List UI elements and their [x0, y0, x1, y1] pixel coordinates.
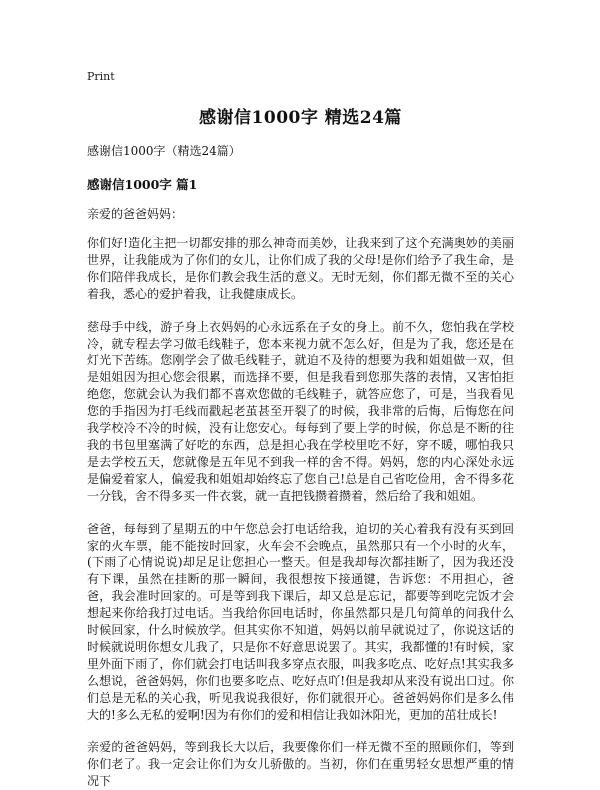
page-title: 感谢信1000字 精选24篇 — [199, 108, 402, 128]
paragraph-2: 慈母手中线，游子身上衣妈妈的心永远系在子女的身上。前不久，您怕我在学校冷，就专程去学习做毛线鞋子，您本来视力就不怎么好，但是为了我，您还是在灯光下苦练。您刚学会了做毛线鞋子，就迫不及待的想要为我和姐姐做一双，但是姐姐因为担心您会很累，而选择不要，但是我看到您那失落的表情，又害怕拒绝您，您就会认为我们都不喜欢您做的毛线鞋子，就答应您了，可是，当我看见您的手指因为打毛线而戳起老茧甚至开裂了的时候，我非常的后悔，后悔您在问我学校冷不冷的时候，没有让您安心。每每到了要上学的时候，你总是不断的往我的书包里塞满了好吃的东西，总是担心我在学校里吃不好，穿不暖，哪怕我只是去学校五天，您就像是五年见不到我一样的舍不得。妈妈，您的内心深处永远是偏爱着家人，偏爱我和姐姐却始终忘了您自己!总是自己省吃俭用，舍不得多花一分钱，舍不得多买一件衣裳，就一直把钱攒着攒着，然后给了我和姐姐。 — [87, 319, 514, 503]
paragraph-3: 爸爸，每每到了星期五的中午您总会打电话给我，迫切的关心着我有没有买到回家的火车票，能不能按时回家，火车会不会晚点，虽然那只有一个小时的火车，(下雨了心情说说)却足足让您担心一整天。但是我却每次都挂断了，因为我还没有下课，虽然在挂断的那一瞬间，我很想按下接通键，告诉您：不用担心，爸爸，我会准时回家的。可是等到我下课后，却又总是忘记，都要等到吃完饭才会想起来你给我打过电话。当我给你回电话时，你虽然都只是几句简单的问我什么时候回家，什么时候放学。但其实你不知道，妈妈以前早就说过了，你说这话的时候就说明你想女儿我了，只是你不好意思说罢了。其实，我都懂的!有时候，家里外面下雨了，你们就会打电话叫我多穿点衣服，叫我多吃点、吃好点!其实我多么想说，爸爸妈妈，你们也要多吃点、吃好点吖!但是我却从来没有说出口过。你们总是无私的关心我，听见我说我很好，你们就很开心。爸爸妈妈你们是多么伟大的!多么无私的爱啊!因为有你们的爱和相信让我如沐阳光，更加的茁壮成长! — [87, 521, 514, 722]
paragraph-4: 亲爱的爸爸妈妈，等到我长大以后，我要像你们一样无微不至的照顾你们，等到你们老了。我一定会让你们为女儿骄傲的。当初，你们在重男轻女思想严重的情况下 — [87, 740, 514, 789]
subtitle: 感谢信1000字（精选24篇） — [87, 144, 241, 158]
section-heading: 感谢信1000字 篇1 — [87, 177, 198, 192]
print-label: Print — [87, 70, 115, 83]
paragraph-1: 你们好!造化主把一切都安排的那么神奇而美妙，让我来到了这个充满奥妙的美丽世界，让我能成为了你们的女儿，让你们成了我的父母!是你们给予了我生命，是你们陪伴我成长，是你们教会我生活的意义。无时无刻，你们都无微不至的关心着我，悉心的爱护着我，让我健康成长。 — [87, 236, 514, 301]
salutation: 亲爱的爸爸妈妈： — [87, 207, 184, 221]
